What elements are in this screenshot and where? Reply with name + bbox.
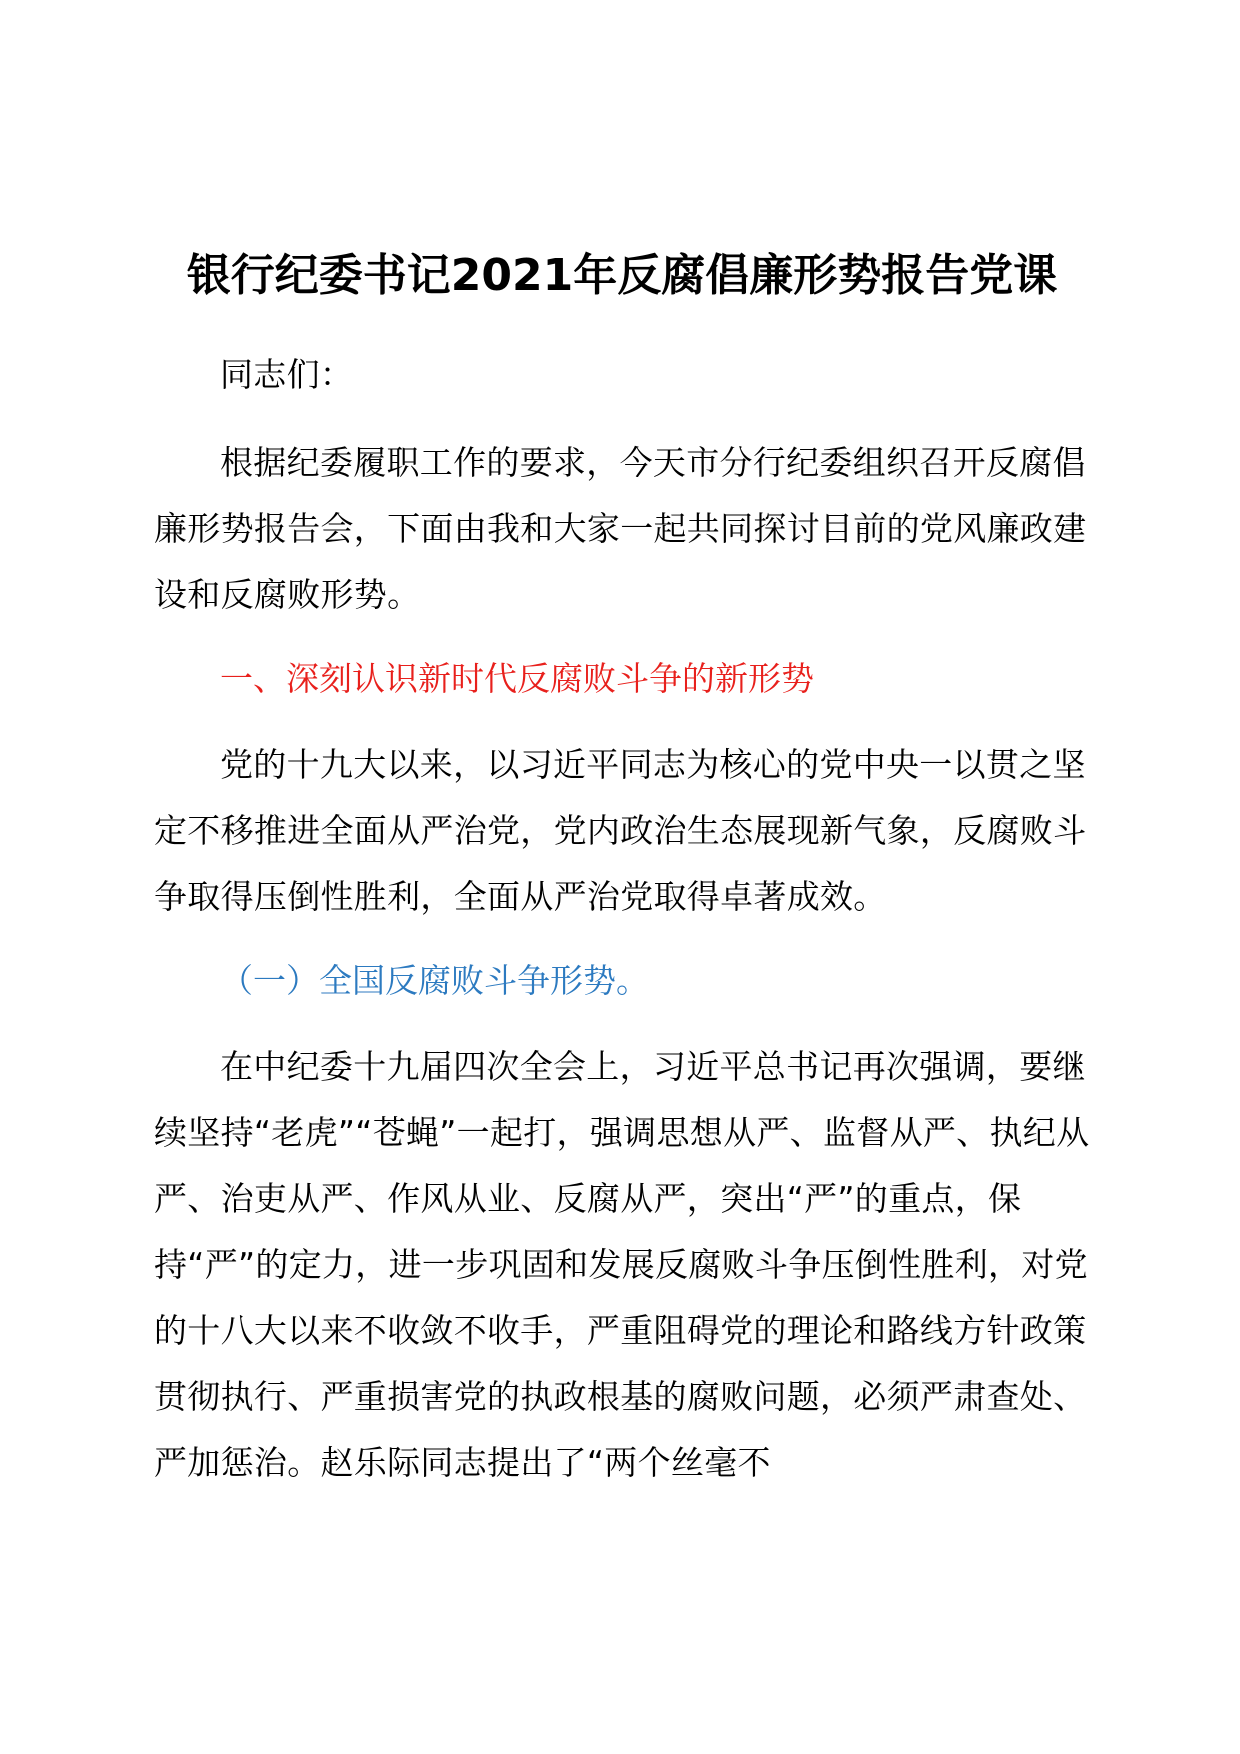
section-heading-1: 一、深刻认识新时代反腐败斗争的新形势 (220, 659, 814, 698)
subsection-heading-1: （一）全国反腐败斗争形势。 (220, 961, 649, 1000)
salutation: 同志们： (220, 355, 354, 394)
body-paragraph-1: 党的十九大以来，以习近平同志为核心的党中央一以贯之坚定不移推进全面从严治党，党内政治生态展现新气象，反腐败斗争取得压倒性胜利，全面从严治党取得卓著成效。 (154, 745, 1087, 916)
document-title: 银行纪委书记2021年反腐倡廉形势报告党课 (186, 250, 1058, 301)
body-paragraph-2: 在中纪委十九届四次全会上，习近平总书记再次强调，要继续坚持“老虎”“苍蝇”一起打，强调思想从严、监督从严、执纪从严、治吏从严、作风从业、反腐从严，突出“严”的重点，保持“严”的定力，进一步巩固和发展反腐败斗争压倒性胜利，对党的十八大以来不收敛不收手，严重阻碍党的理论和路线方针政策贯彻执行、严重损害党的执政根基的腐败问题，必须严肃查处、严加惩治。赵乐际同志提出了“两个丝毫不 (154, 1047, 1090, 1482)
intro-paragraph: 根据纪委履职工作的要求，今天市分行纪委组织召开反腐倡廉形势报告会，下面由我和大家一起共同探讨目前的党风廉政建设和反腐败形势。 (154, 443, 1087, 614)
